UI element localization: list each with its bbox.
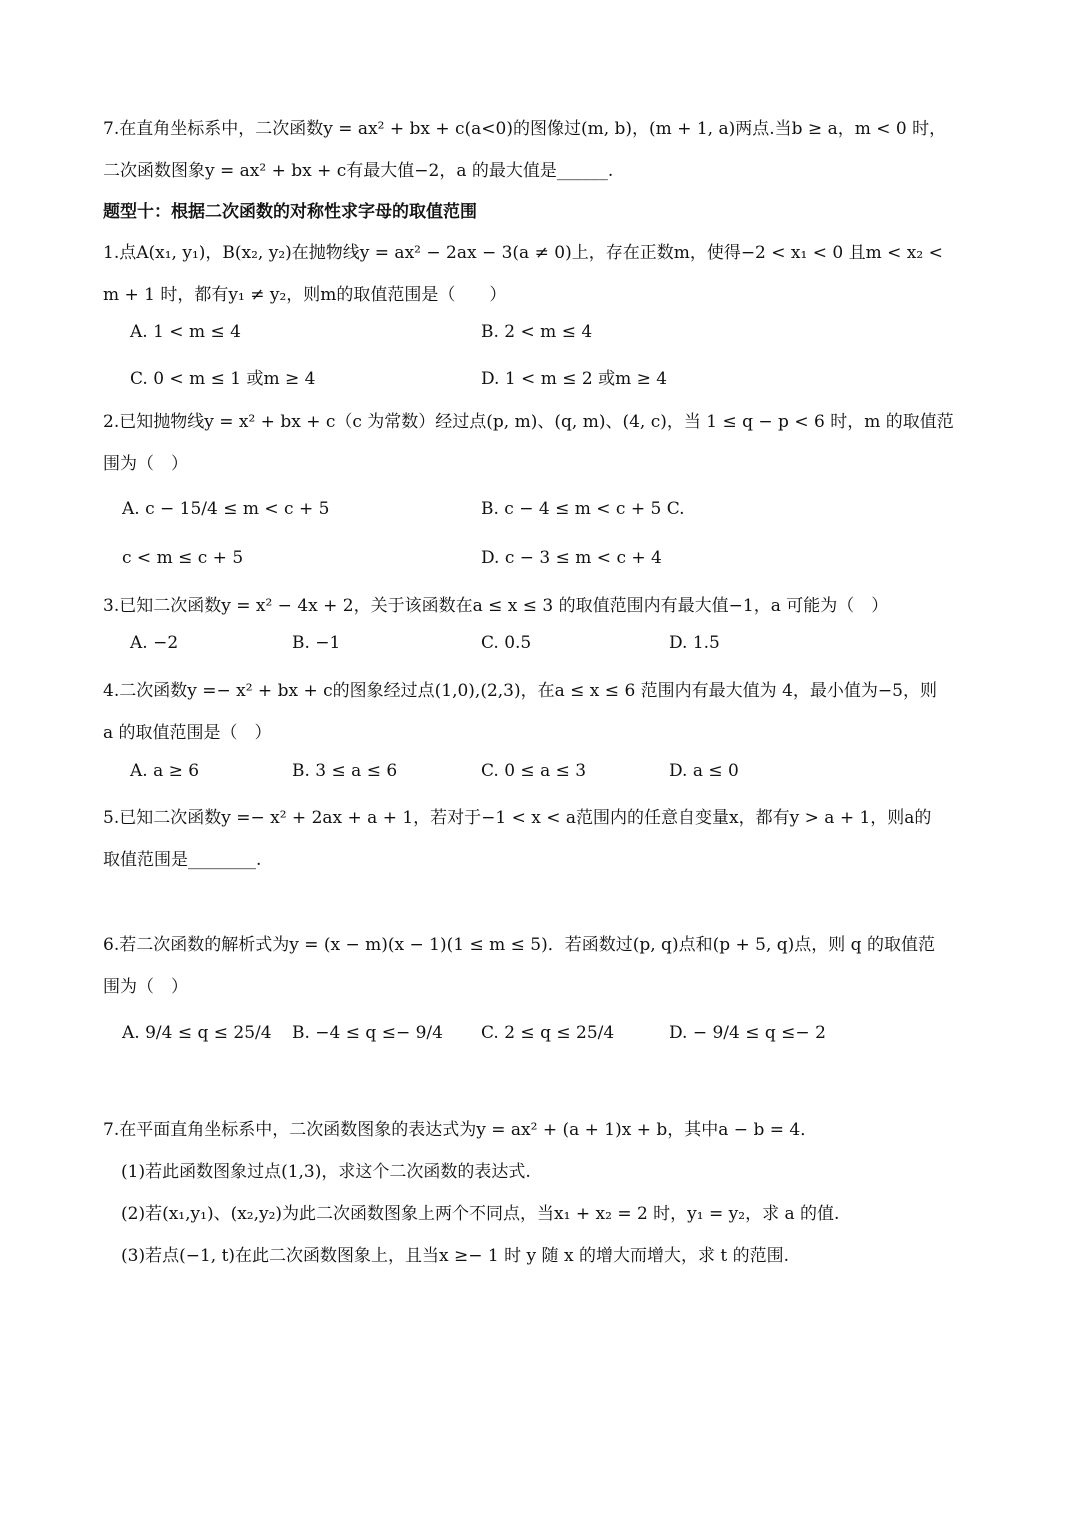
question-2-line-1: 2.已知抛物线y = x² + bx + c（c 为常数）经过点(p, m)、(q, m)、(4, c)，当 1 ≤ q − p < 6 时，m 的取值范 — [103, 412, 954, 432]
q4-option-c: C. 0 ≤ a ≤ 3 — [481, 761, 587, 781]
question-5-line-1: 5.已知二次函数y =− x² + 2ax + a + 1，若对于−1 < x < a范围内的任意自变量x，都有y > a + 1，则a的 — [103, 808, 932, 828]
q2-option-b: B. c − 4 ≤ m < c + 5 C. — [481, 499, 685, 519]
q4-option-d: D. a ≤ 0 — [669, 761, 739, 781]
question-6-line-1: 6.若二次函数的解析式为y = (x − m)(x − 1)(1 ≤ m ≤ 5)．若函数过(p, q)点和(p + 5, q)点，则 q 的取值范 — [103, 935, 935, 955]
q1-option-d: D. 1 < m ≤ 2 或m ≥ 4 — [481, 369, 668, 389]
q3-option-d: D. 1.5 — [669, 633, 720, 653]
q6-option-d: D. − 9/4 ≤ q ≤− 2 — [669, 1023, 826, 1043]
q2-option-c: c < m ≤ c + 5 — [122, 548, 244, 568]
question-2-line-2: 围为（ ） — [103, 454, 188, 474]
question-1-line-2: m + 1 时，都有y₁ ≠ y₂，则m的取值范围是（ ） — [103, 285, 507, 305]
q2-option-d: D. c − 3 ≤ m < c + 4 — [481, 548, 662, 568]
problem-7-intro-line-2: 二次函数图象y = ax² + bx + c有最大值−2，a 的最大值是______. — [103, 161, 614, 181]
question-4-line-2: a 的取值范围是（ ） — [103, 723, 272, 743]
q1-option-c: C. 0 < m ≤ 1 或m ≥ 4 — [130, 369, 316, 389]
q3-option-c: C. 0.5 — [481, 633, 532, 653]
section-heading: 题型十：根据二次函数的对称性求字母的取值范围 — [103, 202, 477, 222]
q6-option-c: C. 2 ≤ q ≤ 25/4 — [481, 1023, 615, 1043]
q1-option-a: A. 1 < m ≤ 4 — [130, 322, 241, 342]
q4-option-b: B. 3 ≤ a ≤ 6 — [292, 761, 398, 781]
question-1-line-1: 1.点A(x₁, y₁)，B(x₂, y₂)在抛物线y = ax² − 2ax − 3(a ≠ 0)上，存在正数m，使得−2 < x₁ < 0 且m < x₂ < — [103, 243, 943, 263]
q3-option-a: A. −2 — [130, 633, 179, 653]
q3-option-b: B. −1 — [292, 633, 341, 653]
problem-7-intro-line-1: 7.在直角坐标系中，二次函数y = ax² + bx + c(a<0)的图像过(m, b)，(m + 1, a)两点.当b ≥ a，m < 0 时， — [103, 119, 947, 139]
question-4-line-1: 4.二次函数y =− x² + bx + c的图象经过点(1,0),(2,3)，在a ≤ x ≤ 6 范围内有最大值为 4，最小值为−5，则 — [103, 681, 937, 701]
question-5-line-2: 取值范围是________. — [103, 850, 262, 870]
question-7-line-1: 7.在平面直角坐标系中，二次函数图象的表达式为y = ax² + (a + 1)x + b，其中a − b = 4． — [103, 1120, 818, 1140]
question-3-line-1: 3.已知二次函数y = x² − 4x + 2，关于该函数在a ≤ x ≤ 3 的取值范围内有最大值−1，a 可能为（ ） — [103, 596, 889, 616]
question-7-sub-3: (3)若点(−1, t)在此二次函数图象上，且当x ≥− 1 时 y 随 x 的增大而增大，求 t 的范围. — [121, 1246, 789, 1266]
question-7-sub-1: (1)若此函数图象过点(1,3)，求这个二次函数的表达式. — [121, 1162, 531, 1182]
question-6-line-2: 围为（ ） — [103, 977, 188, 997]
q2-option-a: A. c − 15/4 ≤ m < c + 5 — [122, 499, 330, 519]
question-7-sub-2: (2)若(x₁,y₁)、(x₂,y₂)为此二次函数图象上两个不同点，当x₁ + x₂ = 2 时，y₁ = y₂，求 a 的值. — [121, 1204, 840, 1224]
q6-option-b: B. −4 ≤ q ≤− 9/4 — [292, 1023, 443, 1043]
q1-option-b: B. 2 < m ≤ 4 — [481, 322, 593, 342]
q4-option-a: A. a ≥ 6 — [130, 761, 200, 781]
q6-option-a: A. 9/4 ≤ q ≤ 25/4 — [122, 1023, 272, 1043]
